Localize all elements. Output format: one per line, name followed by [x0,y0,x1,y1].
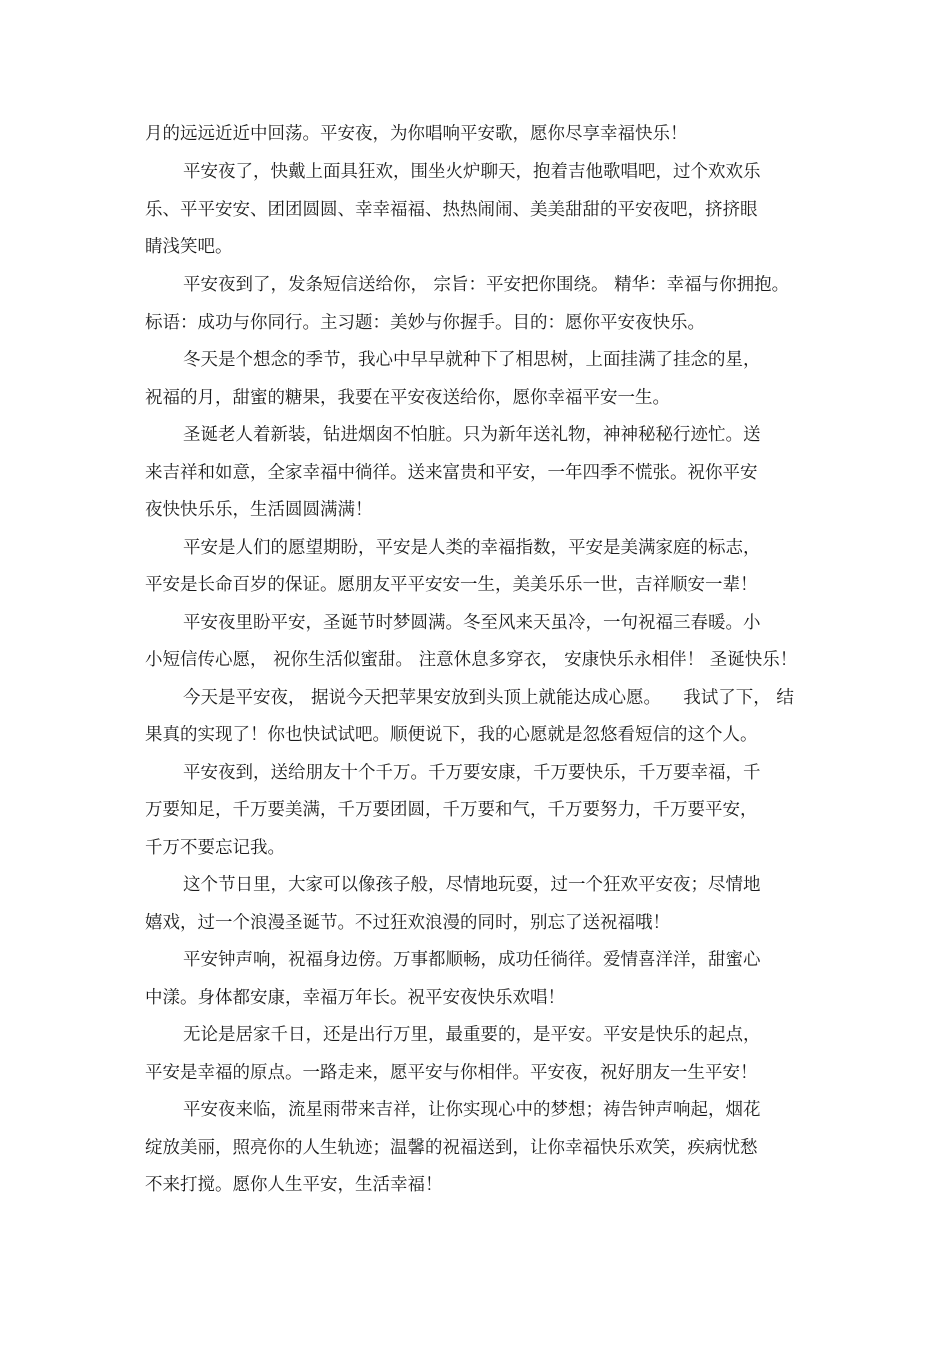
text-line: 无论是居家千日，还是出行万里，最重要的，是平安。平安是快乐的起点， [183,1025,761,1045]
text-line: 平安夜里盼平安，圣诞节时梦圆满。冬至风来天虽冷，一句祝福三春暖。小 [183,613,761,633]
text-line: 万要知足，千万要美满，千万要团圆，千万要和气，千万要努力，千万要平安， [145,800,758,820]
text-line: 果真的实现了！你也快试试吧。顺便说下，我的心愿就是忽悠看短信的这个人。 [145,725,758,745]
text-line: 不来打搅。愿你人生平安，生活幸福！ [145,1175,443,1195]
text-line: 这个节日里，大家可以像孩子般，尽情地玩耍，过一个狂欢平安夜；尽情地 [183,875,761,895]
text-line: 月的远远近近中回荡。平安夜，为你唱响平安歌，愿你尽享幸福快乐！ [145,124,688,144]
text-line: 中漾。身体都安康，幸福万年长。祝平安夜快乐欢唱！ [145,988,565,1008]
text-line: 夜快快乐乐，生活圆圆满满！ [145,500,373,520]
text-line: 标语：成功与你同行。主习题：美妙与你握手。目的：愿你平安夜快乐。 [145,313,705,333]
text-line: 嬉戏，过一个浪漫圣诞节。不过狂欢浪漫的同时，别忘了送祝福哦！ [145,913,670,933]
text-line: 圣诞老人着新装，钻进烟囱不怕脏。只为新年送礼物，神神秘秘行迹忙。送 [183,425,761,445]
text-line: 平安夜了，快戴上面具狂欢，围坐火炉聊天，抱着吉他歌唱吧，过个欢欢乐 [183,162,761,182]
text-line: 来吉祥和如意，全家幸福中徜徉。送来富贵和平安，一年四季不慌张。祝你平安 [145,463,758,483]
text-line: 今天是平安夜， 据说今天把苹果安放到头顶上就能达成心愿。 我试了下， 结 [183,688,794,708]
text-line: 睛浅笑吧。 [145,237,233,257]
text-line: 平安夜到，送给朋友十个千万。千万要安康，千万要快乐，千万要幸福，千 [183,763,761,783]
text-line: 平安是幸福的原点。一路走来，愿平安与你相伴。平安夜，祝好朋友一生平安！ [145,1063,758,1083]
text-line: 绽放美丽，照亮你的人生轨迹；温馨的祝福送到，让你幸福快乐欢笑，疾病忧愁 [145,1138,758,1158]
text-line: 冬天是个想念的季节，我心中早早就种下了相思树，上面挂满了挂念的星， [183,350,761,370]
text-line: 平安是长命百岁的保证。愿朋友平平安安一生，美美乐乐一世，吉祥顺安一辈！ [145,575,758,595]
text-line: 平安是人们的愿望期盼，平安是人类的幸福指数，平安是美满家庭的标志， [183,538,761,558]
text-line: 千万不要忘记我。 [145,838,285,858]
text-line: 乐、平平安安、团团圆圆、幸幸福福、热热闹闹、美美甜甜的平安夜吧，挤挤眼 [145,200,758,220]
text-line: 祝福的月，甜蜜的糖果，我要在平安夜送给你，愿你幸福平安一生。 [145,388,670,408]
text-line: 小短信传心愿， 祝你生活似蜜甜。 注意休息多穿衣， 安康快乐永相伴！ 圣诞快乐！ [145,650,798,670]
text-line: 平安夜到了，发条短信送给你， 宗旨：平安把你围绕。 精华：幸福与你拥抱。 [183,275,790,295]
text-line: 平安钟声响，祝福身边傍。万事都顺畅，成功任徜徉。爱情喜洋洋，甜蜜心 [183,950,761,970]
text-line: 平安夜来临，流星雨带来吉祥，让你实现心中的梦想；祷告钟声响起，烟花 [183,1100,761,1120]
